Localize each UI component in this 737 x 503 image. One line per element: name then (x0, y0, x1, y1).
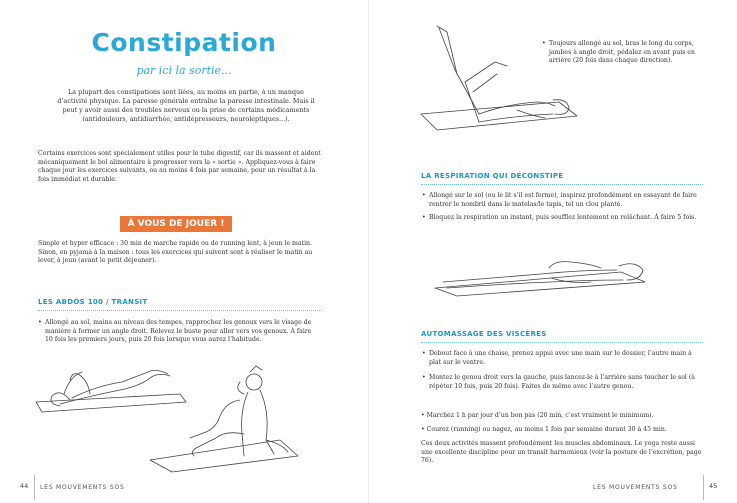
lying-illustration (431, 248, 651, 300)
margin-tick (34, 475, 35, 500)
margin-tick (703, 475, 704, 500)
closing-paragraph: Ces deux activités massent profondément les muscles abdominaux. Le yoga reste aussi une excellente discipline pour un transit harmonieux (voir la posture de l’excrétion, page 76). (421, 440, 702, 465)
section-divider (38, 310, 322, 311)
exercise-paragraph: Certains exercices sont spécialement utiles pour le tube digestif, car ils massent et aident mécaniquement le bol alimentaire à progresser vers la « sortie ». Appliquez-vous à faire chaque jour les exercices suivants, ou au moins 4 fois par semaine, pour un résultat à la fois immédiat et durable. (38, 150, 321, 183)
running-line: • Courez (running) ou nagez, au moins 1 fois par semaine durant 30 à 45 min. (421, 426, 667, 433)
page-title: Constipation (91, 28, 277, 57)
page-number: 45 (709, 482, 718, 490)
action-banner: À VOUS DE JOUER ! (120, 216, 232, 232)
section-divider (421, 184, 703, 185)
running-footer: LES MOUVEMENTS SOS (593, 484, 678, 491)
bullet-abdos: • Allongé au sol, mains au niveau des tempes, rapprochez les genoux vers le visage de manière à former un angle droit. Relevez le buste pour aller vers vos genoux. À faire 10 fois les premiers jours, puis 20 fois lorsque vous aurez l’habitude. (45, 319, 317, 345)
bullet-breathing-2: • Bloquez la respiration un instant, puis soufflez lentement en relâchant. À faire 5 fois. (429, 214, 701, 223)
page-subtitle: par ici la sortie... (136, 64, 232, 77)
left-page (0, 0, 368, 503)
section-heading-abdos: LES ABDOS 100 / TRANSIT (38, 298, 148, 306)
section-divider (421, 342, 703, 343)
bullet-massage-2: • Montez le genou droit vers la gauche, puis lancez-le à l’arrière sans toucher le sol (à répéter 10 fois, puis 20 fois). Faites de même avec l’autre genou. (429, 374, 701, 391)
section-heading-breathing: LA RESPIRATION QUI DÉCONSTIPE (421, 172, 564, 180)
walking-line: • Marchez 1 h par jour d’un bon pas (20 min, c’est vraiment le minimum). (421, 412, 654, 419)
walk-paragraph: Simple et hyper efficace : 30 min de marche rapide ou de running lent, à jeun le matin. Sinon, en pyjama à la maison : tous les exercices qui suivent sont à réaliser le matin au lever, à jeun (avant le petit déjeuner). (38, 240, 313, 265)
running-footer: LES MOUVEMENTS SOS (40, 484, 125, 491)
page-number: 44 (20, 482, 29, 490)
crunch-illustration (30, 360, 330, 475)
bullet-pedaling: • Toujours allongé au sol, bras le long du corps, jambes à angle droit, pédalez en avant puis en arrière (20 fois dans chaque direction). (549, 40, 709, 66)
bullet-breathing-1: • Allongé sur le sol (ou le lit s’il est ferme), inspirez profondément en essayant de faire rentrer le nombril dans le matelas/le tapis, tel un clou planté. (429, 192, 701, 209)
bullet-massage-1: • Debout face à une chaise, prenez appui avec une main sur le dossier, l’autre main à plat sur le ventre. (429, 350, 701, 367)
right-page (369, 0, 737, 503)
section-heading-massage: AUTOMASSAGE DES VISCÈRES (421, 330, 547, 338)
intro-paragraph: La plupart des constipations sont liées, au moins en partie, à un manque d’activité physique. La paresse générale entraîne la paresse intestinale. Mais il peut y avoir aussi des troubles nerveux ou la prise de certains médicaments (antidouleurs, antidiarrhée, antidépresseurs, neuroleptiques...). (57, 88, 315, 123)
